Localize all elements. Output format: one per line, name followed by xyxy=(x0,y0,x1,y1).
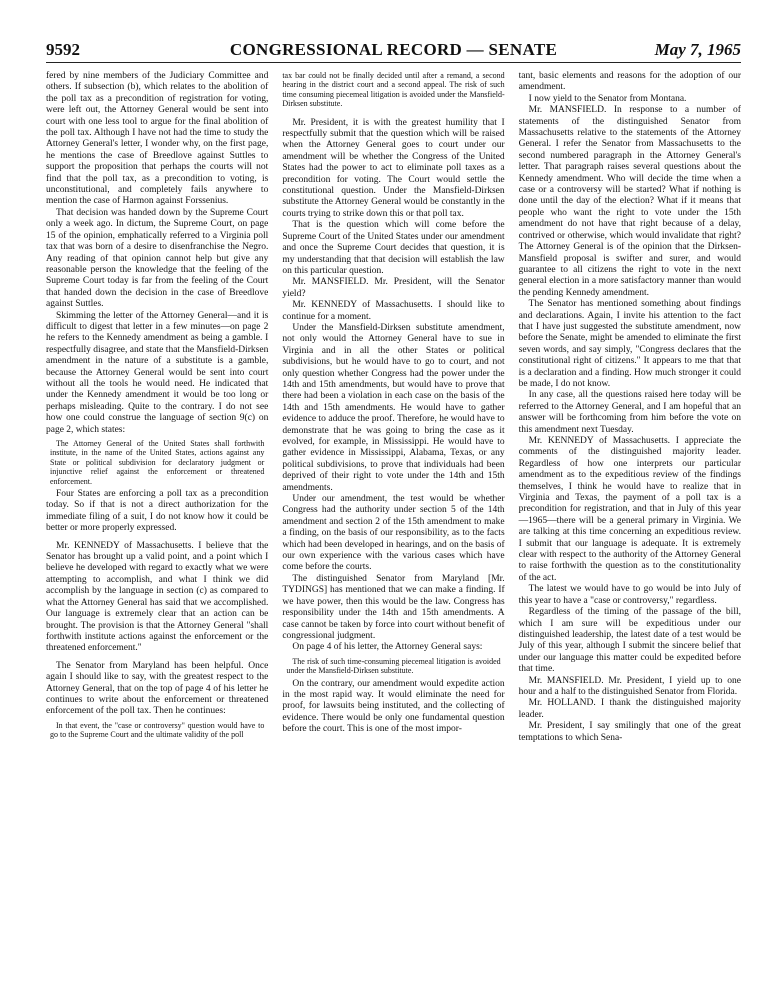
paragraph: Mr. MANSFIELD. Mr. President, will the Senator yield? xyxy=(282,277,505,299)
paragraph: Mr. KENNEDY of Massachusetts. I appreciate the comments of the distinguished majority leader. Regardless of how one interprets our particular amendment as to the expeditious review of the findings themselves, I think he would have to realize that in Virginia and Texas, the payment of a poll tax is a precondition for registration, and that in July of this year—1965—there will be a general primary in Virginia. We are talking at this time concerning an expeditious review. I submit that our language is adequate. It is extremely clear with respect to the authority of the Attorney General to raise forthwith the question as to the constitutionality of the act. xyxy=(518,436,741,583)
paragraph: In any case, all the questions raised here today will be referred to the Attorney General, and I am hopeful that an answer will be forthcoming from him before the vote on this amendment next Tuesday. xyxy=(518,390,741,435)
paragraph: Mr. MANSFIELD. Mr. President, I yield up to one hour and a half to the distinguished Senator from Florida. xyxy=(518,675,741,697)
block-quote: tax bar could not be finally decided until after a remand, a second hearing in the district court and a second appeal. The risk of such time consuming piecemeal litigation is avoided under the Mansfield-Dirksen substitute. xyxy=(282,71,505,109)
text-columns xyxy=(46,71,741,744)
paragraph: fered by nine members of the Judiciary Committee and others. If subsection (b), which relates to the abolition of the poll tax as a precondition of registration for voting, were left out, the Attorney General would be sent into court with one less tool to argue for the final abolition of the poll tax. Although I have not had the time to study the Attorney General's letter, I wonder why, on the first page, he mentions the case of Breedlove against Suttles to support the proposition that perhaps the courts will not find that the poll tax, as a precondition to voting, is unconstitutional, and completely fails anywhere to mention the case of Harmon against Forssenius. xyxy=(46,71,269,207)
page-number: 9592 xyxy=(46,40,80,59)
paragraph: Under the Mansfield-Dirksen substitute amendment, not only would the Attorney General have to sue in Virginia and in all the other States or political subdivisions, but he would have to go to court, and not only question whether Congress had the power under the 14th and 15th amendments, but would have to prove that there had been a violation in each case on the basis of the 14th and 15th amendments. He would have to gather evidence to adduce the proof. Therefore, he would have to demonstrate that he was going to bring the case as it evolved, for example, in Mississippi. He would have to gather evidence in Mississippi, Alabama, Texas, or any political subdivisions, to prove that individuals had been deprived of their right to vote under the 14th and 15th amendments. xyxy=(282,322,505,493)
paragraph: tant, basic elements and reasons for the adoption of our amendment. xyxy=(518,71,741,93)
publication-title: CONGRESSIONAL RECORD — SENATE xyxy=(229,40,558,59)
paragraph: Mr. KENNEDY of Massachusetts. I believe that the Senator has brought up a valid point, and a point which I believe he developed with regard to exactly what we were attempting to accomplish, and what I think we did accomplish by the language in section (c) as compared to what the Attorney General has said that we accomplished. Our language is extremely clear that an action can be brought. The provision is that the Attorney General "shall forthwith institute actions against the enforcement or the threatened enforcement." xyxy=(46,540,269,654)
block-quote: In that event, the "case or controversy" question would have to go to the Supreme Court and the ultimate validity of the poll xyxy=(50,720,265,740)
block-quote: The Attorney General of the United States shall forthwith institute, in the name of the United States, actions against any State or political subdivision for declaratory judgment or injunctive relief against the enforcement or threatened enforcement. xyxy=(50,439,265,486)
paragraph: Mr. President, I say smilingly that one of the great temptations to which Sena- xyxy=(518,721,741,743)
column-2 xyxy=(282,71,504,744)
paragraph: On the contrary, our amendment would expedite action in the most rapid way. It would eliminate the need for proof, for lawsuits being instituted, and the collecting of evidence. There would be only one fundamental question before the court. This is one of the most impor- xyxy=(282,678,505,735)
column-3 xyxy=(519,71,741,744)
publication-date: May 7, 1965 xyxy=(654,40,741,59)
paragraph: That is the question which will come before the Supreme Court of the United States under our amendment and once the Supreme Court decides that question, it is my understanding that that decision will establish the law on this particular question. xyxy=(282,220,505,276)
paragraph: On page 4 of his letter, the Attorney General says: xyxy=(292,642,483,653)
paragraph: I now yield to the Senator from Montana. xyxy=(528,93,687,104)
paragraph: Four States are enforcing a poll tax as a precondition today. So if that is not a direct authorization for the immediate filing of a suit, I do not know how it could be better or more properly expressed. xyxy=(46,489,269,534)
paragraph: Mr. MANSFIELD. In response to a number of statements of the distinguished Senator from Massachusetts relative to the statements of the Attorney General. I refer the Senator from Massachusetts to the second numbered paragraph in the Attorney General's letter. That paragraph raises several questions about the Kennedy amendment. Who will decide the time when a case or a controversy will be started? What if nothing is done until the day of the election? What if it means that people who want the right to vote under the 15th amendment do not have that right because of a delay, contrived or otherwise, which would invalidate that right? The Attorney General is of the opinion that the Dirksen-Mansfield proposal is swifter and surer, and would guarantee to all citizens the right to vote in the next general election in a more satisfactory manner than would the pending Kennedy amendment. xyxy=(518,105,741,298)
paragraph: Skimming the letter of the Attorney General—and it is difficult to digest that letter in a few minutes—on page 2 he refers to the Kennedy amendment as being a gamble. I respectfully disagree, and state that the Mansfield-Dirksen amendment in the nature of a substitute is a gamble, because the Attorney General would be sent into court without all the tools he would need. He indicated that under the Kennedy amendment it would be too long or perhaps misleading. Quite to the contrary. I do not see how one could construe the language of section 9(c) on page 2, which states: xyxy=(46,310,269,435)
column-1 xyxy=(46,71,268,744)
paragraph: That decision was handed down by the Supreme Court only a week ago. In dictum, the Supreme Court, on page 15 of the opinion, emphatically referred to a Virginia poll tax that was born of a desire to disenfranchise the Negro. Any reading of that opinion cannot help but give any reasonable person the knowledge that the feeling of the Supreme Court today is far from the feeling of the Court that handed down the decision in the case of Breedlove against Suttles. xyxy=(46,207,269,310)
paragraph: Mr. HOLLAND. I thank the distinguished majority leader. xyxy=(518,698,741,720)
page-header xyxy=(46,40,741,63)
paragraph: Mr. KENNEDY of Massachusetts. I should like to continue for a moment. xyxy=(282,300,505,322)
paragraph: Regardless of the timing of the passage of the bill, which I am sure will be expeditious under our distinguished leadership, the latest date of a test would be July of this year, although I submit the sincere belief that under our language this matter could be expedited before that time. xyxy=(518,607,741,675)
paragraph: The latest we would have to go would be into July of this year to have a "case or controversy," regardless. xyxy=(518,584,741,606)
paragraph: The Senator has mentioned something about findings and declarations. Again, I invite his attention to the fact that I have just suggested the substitute amendment, now before the Senate, might be amended to eliminate the first seven words, and say simply, "Congress declares that the constitutional right of citizens." It appears to me that that is a declaration and a finding. How much stronger it could be made, I do not know. xyxy=(518,299,741,389)
paragraph: Mr. President, it is with the greatest humility that I respectfully submit that the question which will be raised when the Attorney General goes to court under our amendment will be whether the Congress of the United States had the power to act to eliminate poll taxes as a precondition for voting. The Court would settle the constitutional question. Under the Mansfield-Dirksen substitute the Attorney General would be constantly in the courts trying to strike down this or that poll tax. xyxy=(282,117,505,219)
paragraph: The Senator from Maryland has been helpful. Once again I should like to say, with the greatest respect to the Attorney General, that on the top of page 4 of his letter he continues to write about the enforcement or threatened enforcement of the poll tax. Then he continues: xyxy=(46,660,269,717)
paragraph: The distinguished Senator from Maryland [Mr. TYDINGS] has mentioned that we can make a finding. If we have power, then this would be the law. Congress has responsibility under the 14th and 15th amendments. A case cannot be taken by force into court without benefit of congressional judgment. xyxy=(282,573,505,641)
block-quote: The risk of such time-consuming piecemeal litigation is avoided under the Mansfield-Dirksen substitute. xyxy=(286,656,501,676)
paragraph: Under our amendment, the test would be whether Congress had the authority under section 5 of the 14th amendment and section 2 of the 15th amendment to make a finding, on the basis of our responsibility, as to the facts which had been developed in hearings, and on the basis of our own experience with the various cases which have come before the courts. xyxy=(282,494,505,573)
